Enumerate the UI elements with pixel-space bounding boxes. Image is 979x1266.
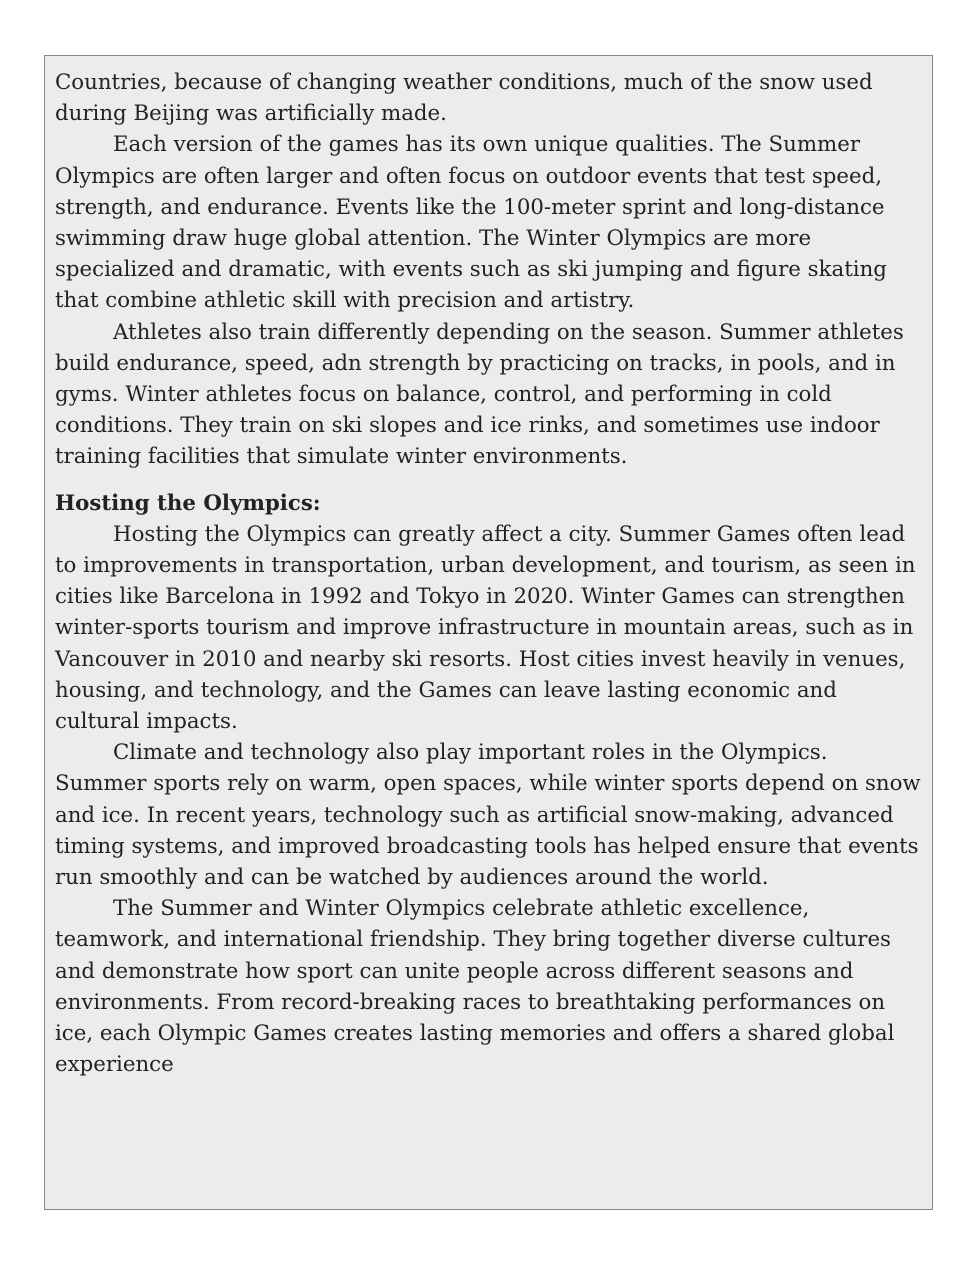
paragraph-climate-technology: Climate and technology also play important roles in the Olympics. Summer sports rely on warm, open spaces, while winter sports depend on snow and ice. In recent years, technology such as artificial snow-making, advanced timing systems, and improved broadcasting tools has helped ensure that events run smoothly and can be watched by audiences around the world.: [55, 740, 921, 891]
paragraph-conclusion: The Summer and Winter Olympics celebrate athletic excellence, teamwork, and international friendship. They bring together diverse cultures and demonstrate how sport can unite people across different seasons and environments. From record-breaking races to breathtaking performances on ice, each Olympic Games creates lasting memories and offers a shared global experience: [55, 896, 895, 1078]
document-page: [44, 55, 933, 1210]
paragraph-athlete-training: Athletes also train differently depending on the season. Summer athletes build endurance, speed, adn strength by practicing on tracks, in pools, and in gyms. Winter athletes focus on balance, control, and performing in cold conditions. They train on ski slopes and ice rinks, and sometimes use indoor training facilities that simulate winter environments.: [55, 319, 904, 470]
section-heading: Hosting the Olympics:: [55, 490, 321, 516]
paragraph-continuation: Countries, because of changing weather conditions, much of the snow used during Beijing was artificially made.: [55, 70, 873, 127]
paragraph-unique-qualities: Each version of the games has its own unique qualities. The Summer Olympics are often larger and often focus on outdoor events that test speed, strength, and endurance. Events like the 100-meter sprint and long-distance swimming draw huge global attention. The Winter Olympics are more specialized and dramatic, with events such as ski jumping and figure skating that combine athletic skill with precision and artistry.: [55, 132, 887, 314]
paragraph-hosting-impact: Hosting the Olympics can greatly affect a city. Summer Games often lead to improvements in transportation, urban development, and tourism, as seen in cities like Barcelona in 1992 and Tokyo in 2020. Winter Games can strengthen winter-sports tourism and improve infrastructure in mountain areas, such as in Vancouver in 2010 and nearby ski resorts. Host cities invest heavily in venues, housing, and technology, and the Games can leave lasting economic and cultural impacts.: [55, 521, 916, 735]
